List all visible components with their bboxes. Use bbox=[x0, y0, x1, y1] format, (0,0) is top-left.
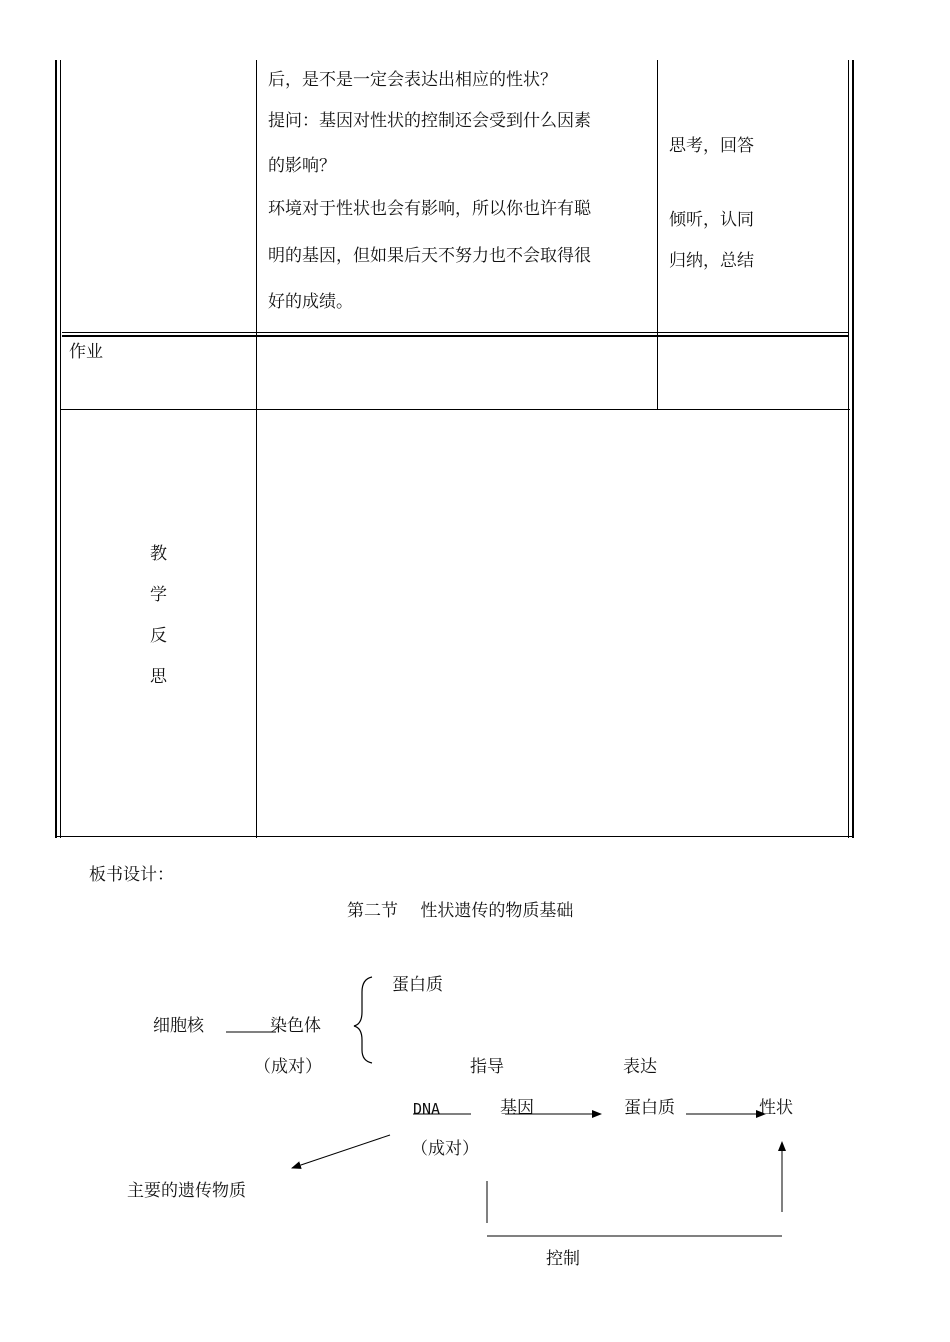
express-label: 表达 bbox=[623, 1057, 657, 1077]
paired-label-2: （成对） bbox=[411, 1139, 479, 1159]
teacher-line-2: 提问：基因对性状的控制还会受到什么因素 bbox=[268, 111, 591, 131]
teacher-line-5: 明的基因，但如果后天不努力也不会取得很 bbox=[268, 246, 591, 266]
curly-brace bbox=[354, 977, 372, 1063]
table-column-divider-1 bbox=[256, 60, 257, 838]
homework-label: 作业 bbox=[69, 342, 103, 362]
protein-label: 蛋白质 bbox=[624, 1098, 675, 1118]
trait-label: 性状 bbox=[759, 1098, 793, 1118]
student-line-2: 倾听，认同 bbox=[669, 210, 754, 230]
main-genetic-material-label: 主要的遗传物质 bbox=[127, 1181, 246, 1201]
nucleus-label: 细胞核 bbox=[153, 1016, 204, 1036]
protein-top-label: 蛋白质 bbox=[392, 975, 443, 995]
reflection-char-1: 教 bbox=[150, 544, 167, 564]
board-title: 第二节 性状遗传的物质基础 bbox=[347, 901, 574, 921]
chromosome-label: 染色体 bbox=[270, 1016, 321, 1036]
teacher-line-6: 好的成绩。 bbox=[268, 292, 353, 312]
reflection-char-2: 学 bbox=[150, 585, 167, 605]
guide-label: 指导 bbox=[470, 1057, 504, 1077]
table-outer-left bbox=[55, 60, 57, 838]
gene-label: 基因 bbox=[500, 1098, 534, 1118]
table-column-divider-2 bbox=[657, 60, 658, 410]
control-label: 控制 bbox=[546, 1249, 580, 1269]
dna-label: DNA bbox=[413, 1100, 441, 1118]
teacher-line-4: 环境对于性状也会有影响，所以你也许有聪 bbox=[268, 199, 591, 219]
table-row-divider bbox=[60, 409, 850, 410]
paired-label-1: （成对） bbox=[254, 1057, 322, 1077]
student-line-1: 思考，回答 bbox=[669, 136, 754, 156]
student-line-3: 归纳，总结 bbox=[669, 251, 754, 271]
reflection-char-4: 思 bbox=[150, 667, 167, 687]
dna-main-genetic-arrow bbox=[292, 1135, 390, 1168]
table-double-rule-bottom bbox=[62, 335, 848, 337]
table-outer-right-inner bbox=[848, 60, 849, 838]
teacher-line-1: 后，是不是一定会表达出相应的性状？ bbox=[268, 70, 557, 90]
teacher-line-3: 的影响？ bbox=[268, 156, 336, 176]
table-bottom-border bbox=[55, 836, 854, 837]
table-double-rule-top bbox=[62, 332, 848, 333]
table-outer-right bbox=[852, 60, 854, 838]
board-heading: 板书设计： bbox=[89, 865, 174, 885]
table-outer-left-inner bbox=[60, 60, 61, 838]
reflection-char-3: 反 bbox=[150, 626, 167, 646]
